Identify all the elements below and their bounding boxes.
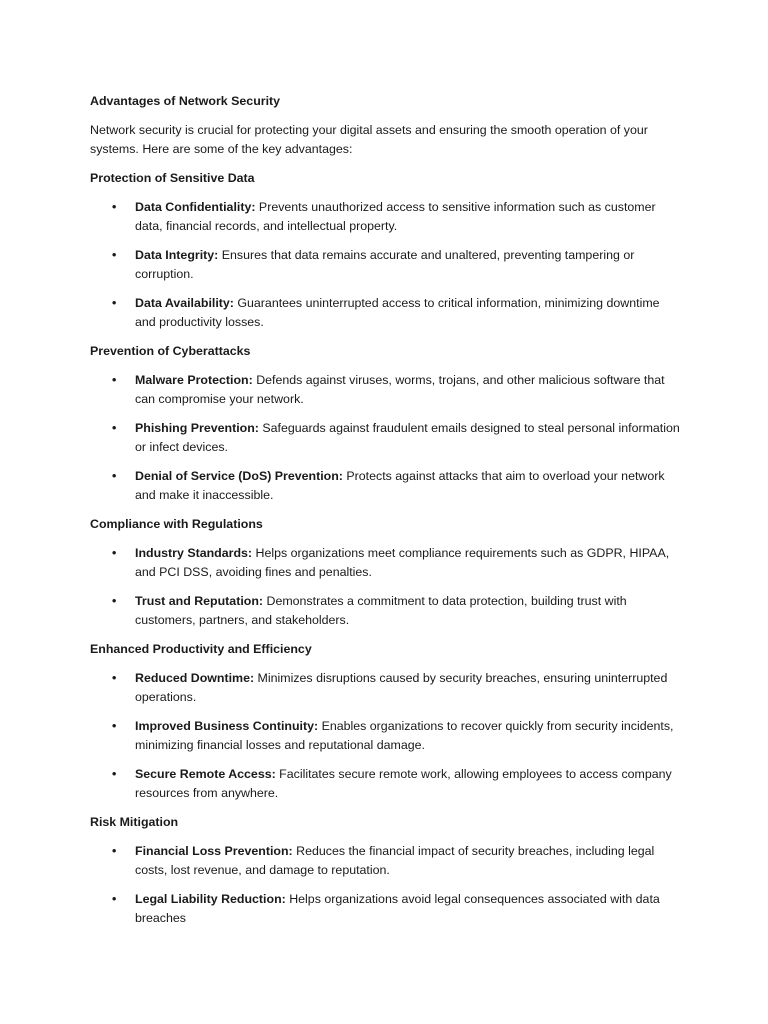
bullet-icon: • [112,892,117,906]
list-item [90,765,682,803]
section-heading: Enhanced Productivity and Efficiency [90,642,312,656]
item-term: Financial Loss Prevention: [135,844,293,858]
item-description: Ensures that data remains accurate and unaltered, preventing tampering or corruption. [135,248,635,281]
bullet-list [90,544,682,630]
item-term: Phishing Prevention: [135,421,259,435]
item-description: Prevents unauthorized access to sensitive information such as customer data, financial records, and intellectual property. [135,200,656,233]
item-description: Minimizes disruptions caused by security breaches, ensuring uninterrupted operations. [135,671,668,704]
bullet-icon: • [112,469,117,483]
item-term: Data Confidentiality: [135,200,256,214]
bullet-icon: • [112,767,117,781]
item-description: Facilitates secure remote work, allowing employees to access company resources from anywhere. [135,767,672,800]
list-item [90,294,682,332]
bullet-icon: • [112,546,117,560]
item-term: Data Integrity: [135,248,219,262]
section-heading: Protection of Sensitive Data [90,171,255,185]
intro-paragraph: Network security is crucial for protecting your digital assets and ensuring the smooth operation of your systems. Here are some of the key advantages: [90,123,648,156]
bullet-list [90,842,682,928]
list-item [90,198,682,236]
list-item [90,717,682,755]
section-heading: Risk Mitigation [90,815,179,829]
sections-container [90,169,682,928]
item-term: Data Availability: [135,296,234,310]
list-item [90,890,682,928]
bullet-icon: • [112,248,117,262]
bullet-icon: • [112,373,117,387]
list-item [90,544,682,582]
item-description: Enables organizations to recover quickly from security incidents, minimizing financial losses and reputational damage. [135,719,674,752]
bullet-list [90,198,682,332]
item-term: Industry Standards: [135,546,253,560]
list-item [90,371,682,409]
item-description: Guarantees uninterrupted access to critical information, minimizing downtime and productivity losses. [135,296,660,329]
section-heading: Compliance with Regulations [90,517,263,531]
item-term: Malware Protection: [135,373,253,387]
document-title: Advantages of Network Security [90,94,281,108]
list-item [90,419,682,457]
list-item [90,246,682,284]
bullet-icon: • [112,200,117,214]
item-term: Legal Liability Reduction: [135,892,286,906]
bullet-list [90,669,682,803]
item-description: Defends against viruses, worms, trojans, and other malicious software that can compromise your network. [135,373,665,406]
item-description: Helps organizations meet compliance requirements such as GDPR, HIPAA, and PCI DSS, avoiding fines and penalties. [135,546,670,579]
item-description: Demonstrates a commitment to data protection, building trust with customers, partners, and stakeholders. [135,594,627,627]
item-term: Denial of Service (DoS) Prevention: [135,469,343,483]
bullet-icon: • [112,671,117,685]
bullet-list [90,371,682,505]
bullet-icon: • [112,594,117,608]
item-description: Safeguards against fraudulent emails designed to steal personal information or infect devices. [135,421,680,454]
list-item [90,467,682,505]
list-item [90,842,682,880]
list-item [90,592,682,630]
item-term: Trust and Reputation: [135,594,264,608]
item-term: Reduced Downtime: [135,671,255,685]
section-heading: Prevention of Cyberattacks [90,344,251,358]
bullet-icon: • [112,719,117,733]
bullet-icon: • [112,296,117,310]
item-description: Reduces the financial impact of security breaches, including legal costs, lost revenue, and damage to reputation. [135,844,655,877]
item-description: Helps organizations avoid legal consequences associated with data breaches [135,892,660,925]
item-description: Protects against attacks that aim to overload your network and make it inaccessible. [135,469,665,502]
bullet-icon: • [112,844,117,858]
list-item [90,669,682,707]
bullet-icon: • [112,421,117,435]
item-term: Secure Remote Access: [135,767,276,781]
item-term: Improved Business Continuity: [135,719,319,733]
